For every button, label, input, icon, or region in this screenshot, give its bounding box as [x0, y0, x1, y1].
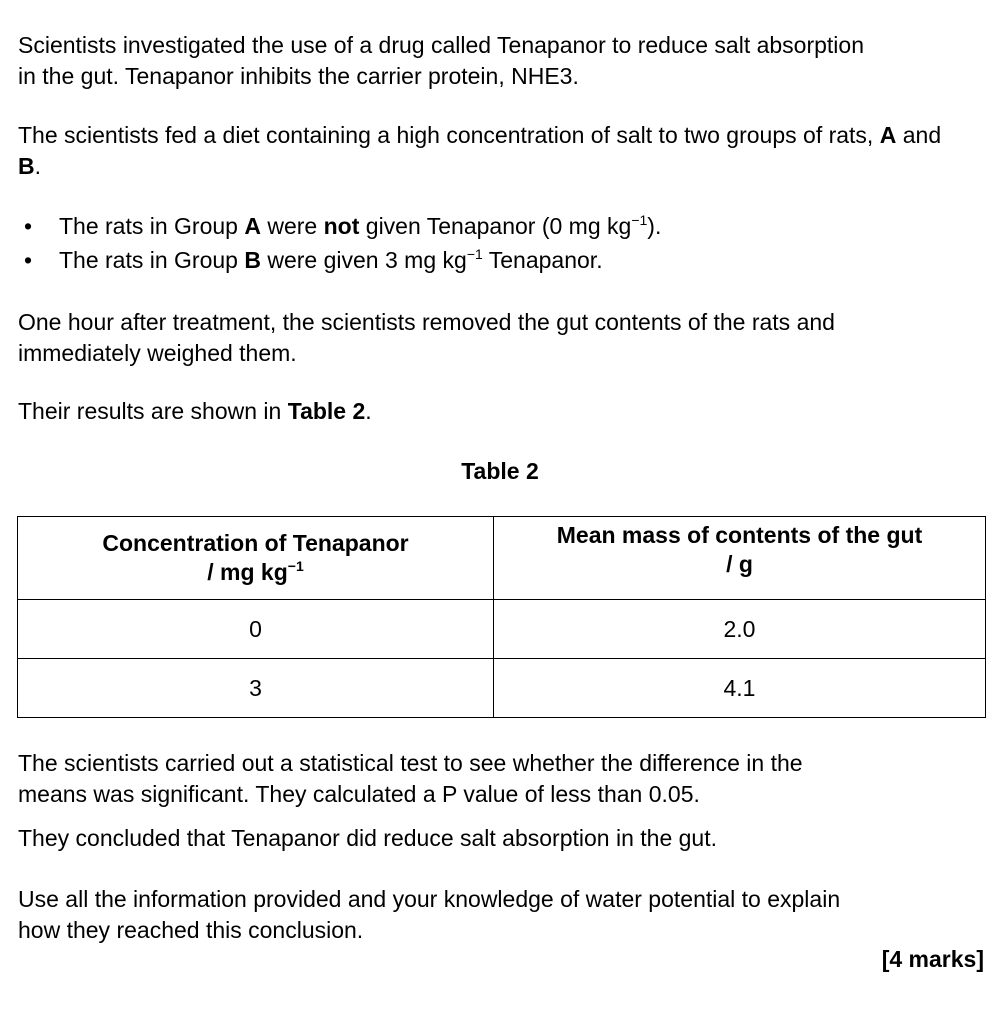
cell-concentration: 3: [18, 659, 494, 718]
question-line-1: Use all the information provided and your knowledge of water potential to explain: [18, 886, 841, 912]
bullet-emphasis: not: [323, 213, 360, 239]
treatment-line-1: One hour after treatment, the scientists removed the gut contents of the rats and: [18, 309, 835, 335]
marks-label: [4 marks]: [881, 946, 984, 972]
treatment-line-2: immediately weighed them.: [18, 340, 297, 366]
bullet-group-label: B: [244, 247, 261, 273]
diet-end: .: [34, 153, 42, 179]
question-paragraph: [18, 884, 984, 946]
table-row: [18, 659, 986, 718]
header-unit: / mg kg: [207, 559, 288, 585]
bullet-text: were: [267, 213, 318, 239]
intro-line-1: Scientists investigated the use of a drug called Tenapanor to reduce salt absorption: [18, 32, 865, 58]
results-table: [17, 516, 986, 718]
bullet-text: Tenapanor.: [488, 247, 603, 273]
bullet-text: were given 3 mg kg: [267, 247, 467, 273]
intro-line-2: in the gut. Tenapanor inhibits the carrier protein, NHE3.: [18, 63, 579, 89]
statistics-paragraph: [18, 748, 984, 810]
diet-text: The scientists fed a diet containing a high concentration of salt to two groups of rats,: [18, 122, 874, 148]
results-text: Their results are shown in: [18, 398, 282, 424]
diet-paragraph: [18, 120, 948, 182]
bullet-group-label: A: [244, 213, 261, 239]
bullet-icon: •: [24, 247, 33, 273]
header-mean-mass: [494, 517, 986, 600]
group-list: [18, 211, 978, 279]
diet-and: and: [902, 122, 942, 148]
bullet-icon: •: [24, 213, 33, 239]
header-concentration: [18, 517, 494, 600]
conclusion-paragraph: They concluded that Tenapanor did reduce salt absorption in the gut.: [18, 825, 717, 851]
list-item-group-a: [18, 211, 978, 245]
header-text: Concentration of Tenapanor: [102, 530, 409, 556]
table-reference: Table 2: [287, 398, 366, 424]
bullet-text: The rats in Group: [59, 247, 238, 273]
statistics-line-2: means was significant. They calculated a P value of less than 0.05.: [18, 781, 700, 807]
results-paragraph: [18, 396, 984, 427]
cell-mass: 4.1: [494, 659, 986, 718]
bullet-text: The rats in Group: [59, 213, 238, 239]
table-caption: Table 2: [461, 458, 539, 484]
bullet-text: given Tenapanor (0 mg kg: [365, 213, 632, 239]
list-item-group-b: [18, 245, 978, 279]
bullet-text: ).: [647, 213, 662, 239]
unit-superscript: −1: [287, 558, 304, 574]
group-b-label: B: [18, 153, 35, 179]
unit-superscript: −1: [466, 246, 483, 262]
group-a-label: A: [879, 122, 897, 148]
table-row: [18, 600, 986, 659]
question-line-2: how they reached this conclusion.: [18, 917, 364, 943]
header-unit: / g: [726, 551, 753, 577]
statistics-line-1: The scientists carried out a statistical test to see whether the difference in the: [18, 750, 803, 776]
cell-concentration: 0: [18, 600, 494, 659]
header-text: Mean mass of contents of the gut: [556, 522, 923, 548]
cell-mass: 2.0: [494, 600, 986, 659]
results-end: .: [365, 398, 372, 424]
intro-paragraph: [18, 30, 984, 92]
unit-superscript: −1: [631, 212, 648, 228]
table-header-row: [18, 517, 986, 600]
treatment-paragraph: [18, 307, 984, 369]
